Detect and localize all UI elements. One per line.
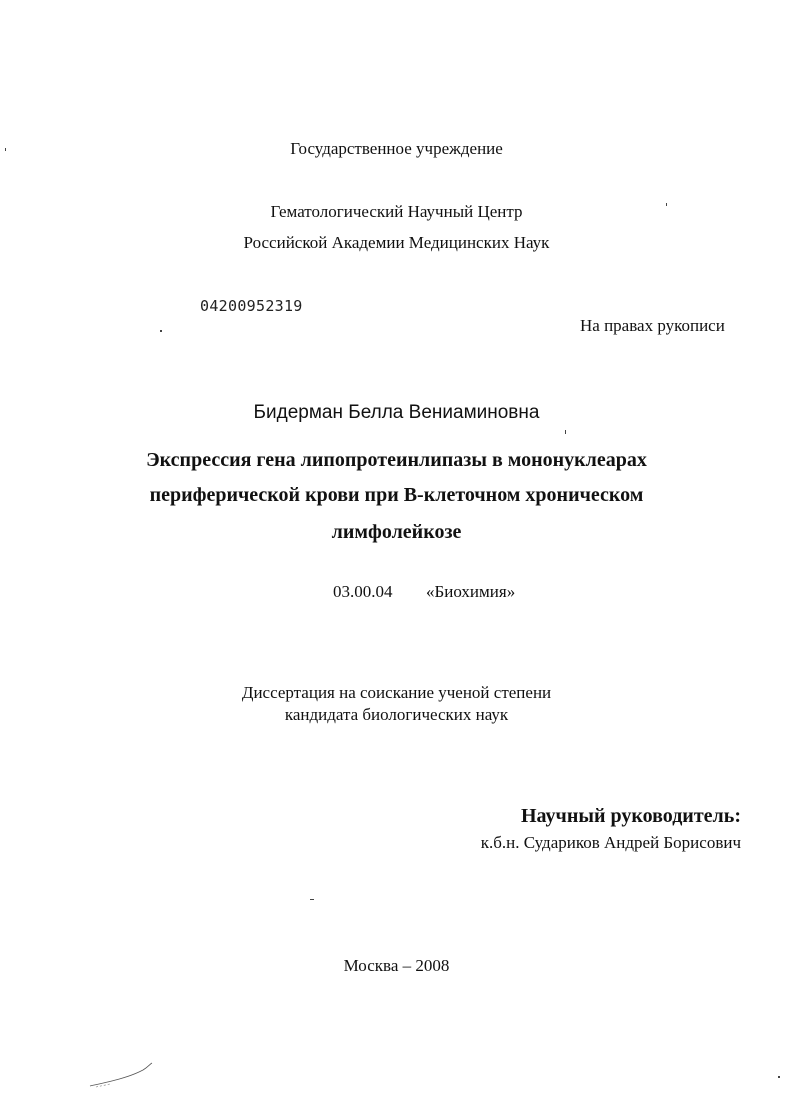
thesis-title-line-2: периферической крови при В-клеточном хроническом bbox=[149, 484, 644, 506]
specialty-code: 03.00.04 bbox=[333, 582, 393, 601]
scan-speck bbox=[5, 148, 6, 151]
scan-speck bbox=[160, 330, 162, 332]
author-name: Бидерман Белла Вениаминовна bbox=[253, 402, 540, 423]
manuscript-notice: На правах рукописи bbox=[580, 316, 725, 335]
center-name: Гематологический Научный Центр bbox=[270, 202, 523, 221]
place-year: Москва – 2008 bbox=[343, 956, 450, 975]
scan-speck bbox=[565, 430, 566, 434]
institution-type: Государственное учреждение bbox=[290, 139, 503, 158]
degree-line-2: кандидата биологических наук bbox=[284, 705, 509, 724]
specialty-name: «Биохимия» bbox=[426, 582, 516, 601]
scan-speck bbox=[310, 899, 314, 900]
thesis-title-line-3: лимфолейкозе bbox=[331, 521, 462, 543]
academy-name: Российской Академии Медицинских Наук bbox=[243, 233, 550, 252]
catalog-number: 04200952319 bbox=[200, 297, 303, 315]
scan-speck bbox=[666, 203, 667, 206]
degree-line-1: Диссертация на соискание ученой степени bbox=[241, 683, 552, 702]
scan-speck bbox=[778, 1076, 780, 1078]
thesis-title-line-1: Экспрессия гена липопротеинлипазы в мононуклеарах bbox=[146, 449, 647, 471]
supervisor-name: к.б.н. Судариков Андрей Борисович bbox=[480, 833, 741, 852]
supervisor-label: Научный руководитель: bbox=[521, 805, 741, 827]
signature-scribble bbox=[88, 1060, 158, 1090]
